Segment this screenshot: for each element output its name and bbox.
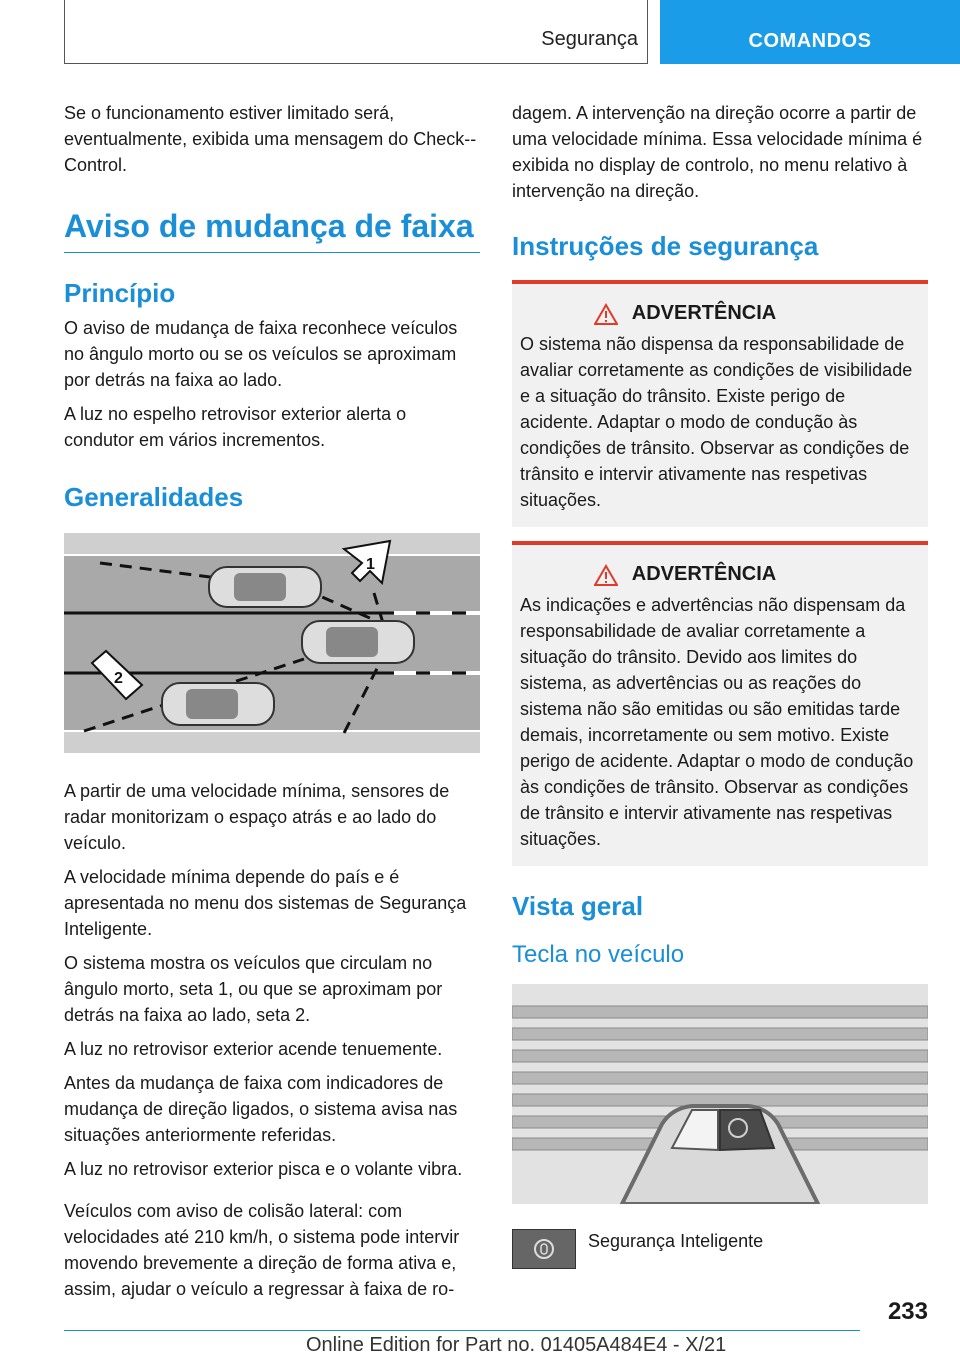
arrow-1-label: 1 (366, 556, 375, 573)
header-chapter-tab[interactable]: COMANDOS (660, 0, 960, 64)
overview-heading: Vista geral (512, 891, 644, 921)
right-column (512, 100, 928, 1269)
lane-change-diagram (64, 533, 480, 753)
principle-text-1: O aviso de mudança de faixa reconhece veículos no ângulo morto ou se os veículos se aproximam por detrás na faixa ao lado. (64, 318, 458, 390)
car-middle (302, 621, 414, 663)
page-number: 233 (887, 1298, 928, 1325)
warning-box-1 (512, 280, 928, 527)
safety-heading: Instruções de segurança (512, 231, 819, 261)
general-text-6: A luz no retrovisor exterior pisca e o volante vibra. (64, 1159, 463, 1179)
arrow-2-label: 2 (114, 670, 123, 687)
key-heading: Tecla no veículo (512, 941, 685, 968)
general-text-7: Veículos com aviso de colisão lateral: com velocidades até 210 km/h, o sistema pode intervir movendo brevemente a direção de forma ativa e, assim, ajudar o veículo a regressar à faixa de ro- (64, 1201, 460, 1299)
header-section-title: Segurança (541, 28, 638, 50)
general-text-4: A luz no retrovisor exterior acende tenuemente. (64, 1039, 443, 1059)
key-label: Segurança Inteligente (588, 1231, 764, 1251)
warning-box-2 (512, 541, 928, 866)
section-heading: Aviso de mudança de faixa (64, 206, 480, 253)
left-column (64, 100, 480, 1310)
warning-text-2: As indicações e advertências não dispensam da responsabilidade de avaliar corretamente a situação do trânsito. Devido aos limites do sistema, as advertências ou as reações do sistema não são emitidas ou são emitidas tarde demais, incorretamente ou sem motivo. Existe perigo de acidente. Adaptar o modo de condução às condições de trânsito. Observar as condições de trânsito e intervir ativamente nas respetivas situações. (520, 595, 914, 849)
intro-paragraph: Se o funcionamento estiver limitado será, eventualmente, exibida uma mensagem do Check--Control. (64, 103, 477, 175)
warning-title-1: ADVERTÊNCIA (631, 302, 777, 324)
general-text-1: A partir de uma velocidade mínima, sensores de radar monitorizam o espaço atrás e ao lado do veículo. (64, 781, 450, 853)
vehicle-button-photo (512, 984, 928, 1204)
intelligent-safety-button[interactable] (512, 1229, 576, 1269)
general-text-3: O sistema mostra os veículos que circulam no ângulo morto, seta 1, ou que se aproximam por detrás na faixa ao lado, seta 2. (64, 953, 443, 1025)
general-heading: Generalidades (64, 482, 244, 512)
key-legend (512, 1229, 928, 1269)
warning-text-1: O sistema não dispensa da responsabilidade de avaliar corretamente as condições de visibilidade e a situação do trânsito. Existe perigo de acidente. Adaptar o modo de condução às condições de trânsito. Observar as condições de trânsito e intervir ativamente nas respetivas situações. (520, 334, 913, 510)
general-text-2: A velocidade mínima depende do país e é apresentada no menu dos sistemas de Segurança Inteligente. (64, 867, 467, 939)
footer-edition: Online Edition for Part no. 01405A484E4 - X/21 (306, 1334, 727, 1356)
footer-divider (64, 1330, 860, 1331)
warning-triangle-icon (594, 564, 618, 586)
general-text-5: Antes da mudança de faixa com indicadores de mudança de direção ligados, o sistema avisa nas situações anteriormente referidas. (64, 1073, 458, 1145)
warning-triangle-icon (594, 303, 618, 325)
car-top (209, 567, 321, 607)
intelligent-safety-icon (531, 1236, 557, 1262)
warning-title-2: ADVERTÊNCIA (631, 563, 777, 585)
continued-paragraph: dagem. A intervenção na direção ocorre a partir de uma velocidade mínima. Essa velocidade mínima é exibida no display de controlo, no menu relativo à intervenção na direção. (512, 103, 923, 201)
principle-text-2: A luz no espelho retrovisor exterior alerta o condutor em vários incrementos. (64, 404, 407, 450)
principle-heading: Princípio (64, 278, 176, 308)
car-bottom (162, 683, 274, 725)
